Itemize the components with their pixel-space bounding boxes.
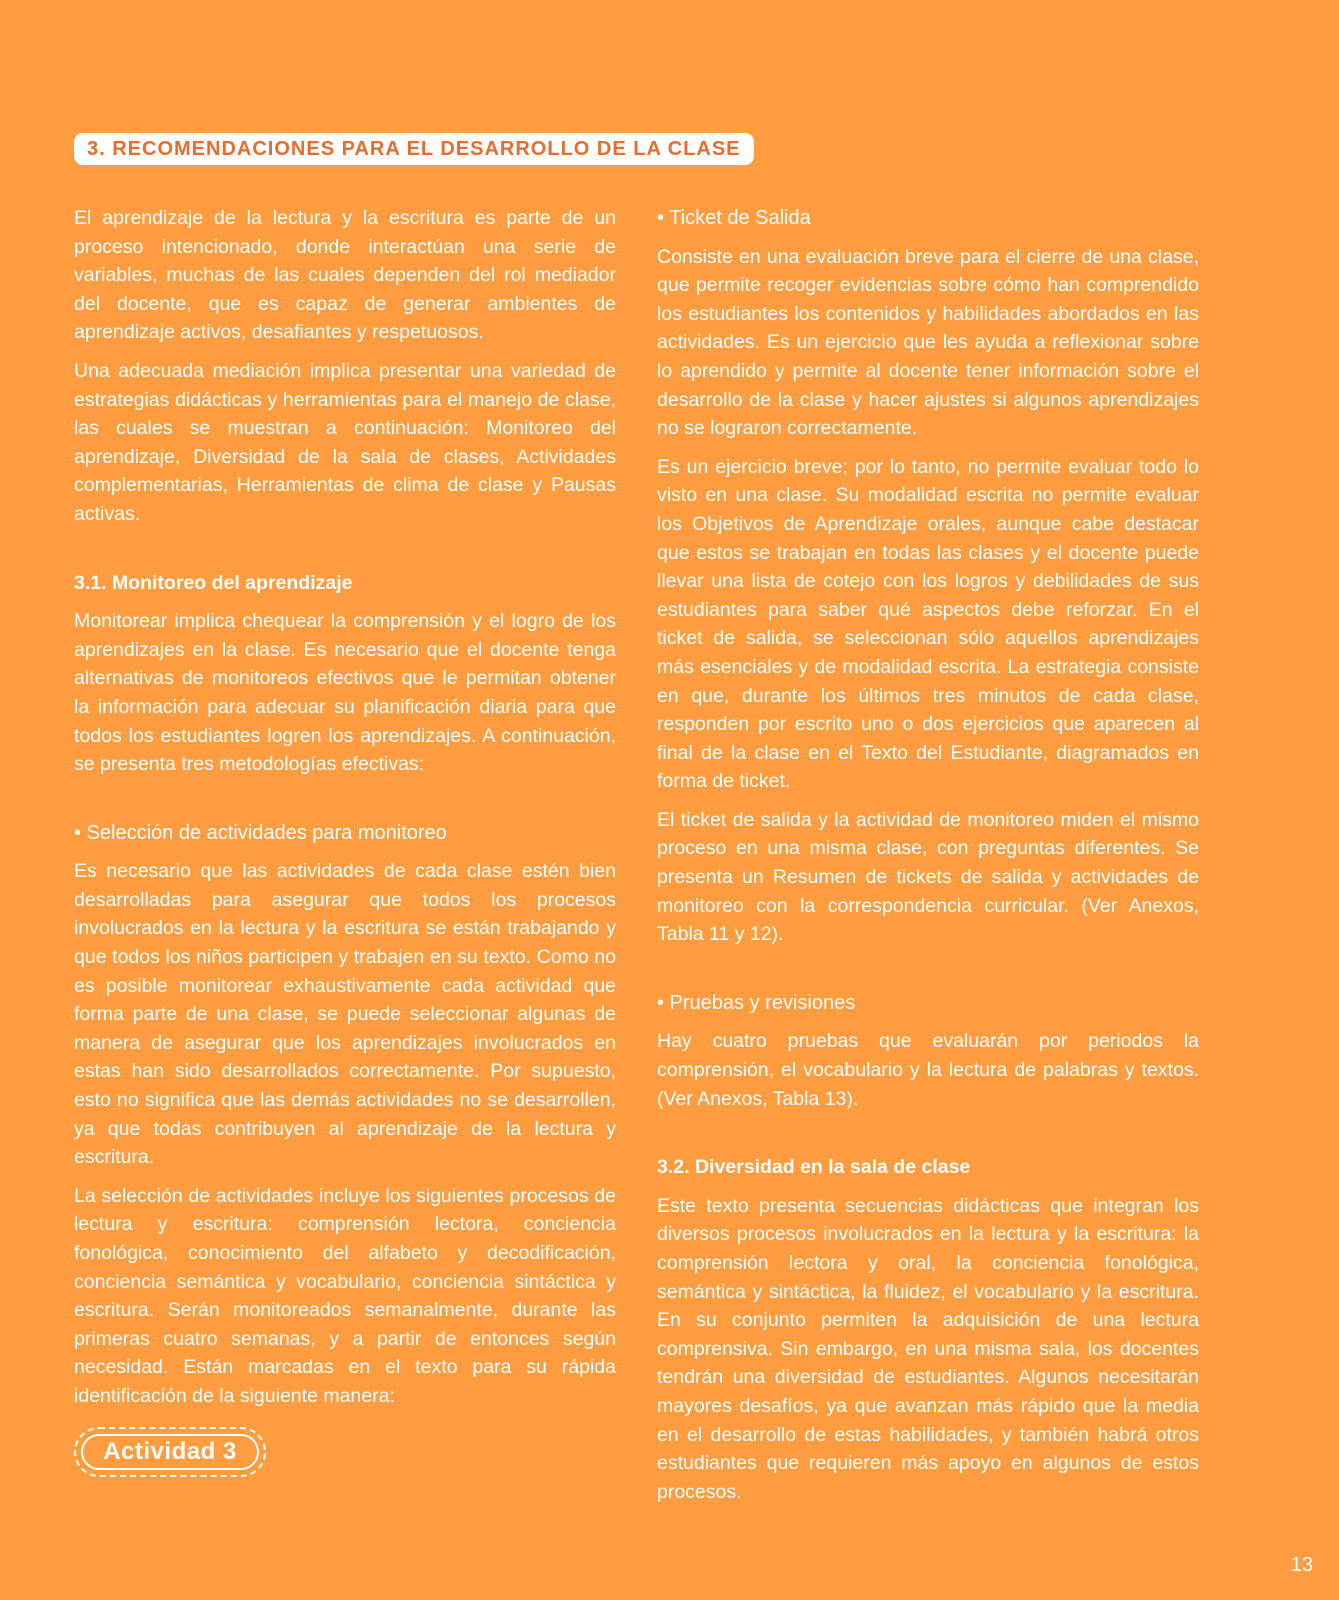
bullet-heading-ticket: • Ticket de Salida (657, 207, 811, 229)
mediation-paragraph: Una adecuada mediación implica presentar una variedad de estrategias didácticas y herramientas para el manejo de clase, las cuales se muestran a continuación: Monitoreo del aprendizaje, Diversidad de la sala de clases, Actividades complementarias, Herramientas de clima de clase y Pausas activas. (74, 359, 616, 525)
spacer (657, 959, 1199, 989)
procesos-paragraph: La selección de actividades incluye los siguientes procesos de lectura y escritura: comprensión lectora, conciencia fonológica, conocimiento del alfabeto y decodificación, conciencia semántica y vocabulario, conciencia sintáctica y escritura. Serán monitoreados semanalmente, durante las primeras cuatro semanas, y a partir de entonces según necesidad. Están marcadas en el texto para su rápida identificación de la siguiente manera: (74, 1184, 616, 1407)
ticket-paragraph-2: Es un ejercicio breve; por lo tanto, no permite evaluar todo lo visto en una clase. Su modalidad escrita no permite evaluar los Objetivos de Aprendizaje orales, aunque cabe destacar que estos se trabajan en todas las clases y el docente puede llevar una lista de cotejo con los logros y debilidades de sus estudiantes para saber qué aspectos debe reforzar. En el ticket de salida, se seleccionan sólo aquellos aprendizajes más esenciales y de modalidad escrita. La estrategia consiste en que, durante los últimos tres minutos de cada clase, responden por escrito uno o dos ejercicios que aparecen al final de la clase en el Texto del Estudiante, diagramados en forma de ticket. (657, 455, 1199, 793)
page-number: 13 (1290, 1554, 1313, 1576)
activity-badge-label: Actividad 3 (81, 1434, 259, 1470)
monitoreo-paragraph: Monitorear implica chequear la comprensión y el logro de los aprendizajes en la clase. Es necesario que el docente tenga alternativas de monitoreos efectivos que le permitan obtener la información para adecuar su planificación diaria para que todos los estudiantes logren los aprendizajes. A continuación, se presenta tres metodologías efectivas: (74, 610, 616, 776)
activity-badge (74, 1427, 266, 1477)
ticket-paragraph-3: El ticket de salida y la actividad de monitoreo miden el mismo proceso en una misma clase, con preguntas diferentes. Se presenta un Resumen de tickets de salida y actividades de monitoreo con la correspondencia curricular. (Ver Anexos, Tabla 11 y 12). (657, 808, 1199, 946)
bullet-heading-pruebas: • Pruebas y revisiones (657, 991, 856, 1014)
pruebas-paragraph: Hay cuatro pruebas que evaluarán por periodos la comprensión, el vocabulario y la lectura de palabras y textos. (Ver Anexos, Tabla 13). (657, 1030, 1199, 1110)
right-column (657, 204, 1199, 1516)
spacer (74, 539, 616, 569)
spacer (74, 789, 616, 819)
seleccion-paragraph: Es necesario que las actividades de cada clase estén bien desarrolladas para asegurar que todos los procesos involucrados en la lectura y la escritura se están trabajando y que todos los niños participen y trabajen en su texto. Como no es posible monitorear exhaustivamente cada actividad que forma parte de una clase, se puede seleccionar algunas de manera de asegurar que los aprendizajes involucrados en estas han sido desarrollados correctamente. Por supuesto, esto no significa que las demás actividades no se desarrollen, ya que todas contribuyen al aprendizaje de la lectura y escritura. (74, 860, 616, 1169)
subsection-heading-monitoreo: 3.1. Monitoreo del aprendizaje (74, 571, 353, 594)
subsection-heading-diversidad: 3.2. Diversidad en la sala de clase (657, 1156, 971, 1179)
section-title: 3. RECOMENDACIONES PARA EL DESARROLLO DE LA CLASE (74, 133, 754, 165)
diversidad-paragraph: Este texto presenta secuencias didácticas que integran los diversos procesos involucrados en la lectura y la escritura: la comprensión lectora y oral, la conciencia fonológica, semántica y sintáctica, la fluidez, el vocabulario y la escritura. En su conjunto permiten la adquisición de una lectura comprensiva. Sin embargo, en una misma sala, los docentes tendrán una diversidad de estudiantes. Algunos necesitarán mayores desafíos, ya que avanzan más rápido que la media en el desarrollo de estas habilidades, y también habrá otros estudiantes que requieren más apoyo en algunos de estos procesos. (657, 1194, 1199, 1503)
ticket-paragraph-1: Consiste en una evaluación breve para el cierre de una clase, que permite recoger evidencias sobre cómo han comprendido los estudiantes los contenidos y habilidades abordados en las actividades. Es un ejercicio que les ayuda a reflexionar sobre lo aprendido y permite al docente tener información sobre el desarrollo de la clase y hacer ajustes si algunos aprendizajes no se lograron correctamente. (657, 245, 1199, 440)
left-column (74, 204, 616, 1421)
spacer (657, 1123, 1199, 1153)
bullet-heading-seleccion: • Selección de actividades para monitoreo (74, 821, 447, 844)
intro-paragraph: El aprendizaje de la lectura y la escritura es parte de un proceso intencionado, donde interactúan una serie de variables, muchas de las cuales dependen del rol mediador del docente, que es capaz de generar ambientes de aprendizaje activos, desafiantes y respetuosos. (74, 207, 616, 344)
